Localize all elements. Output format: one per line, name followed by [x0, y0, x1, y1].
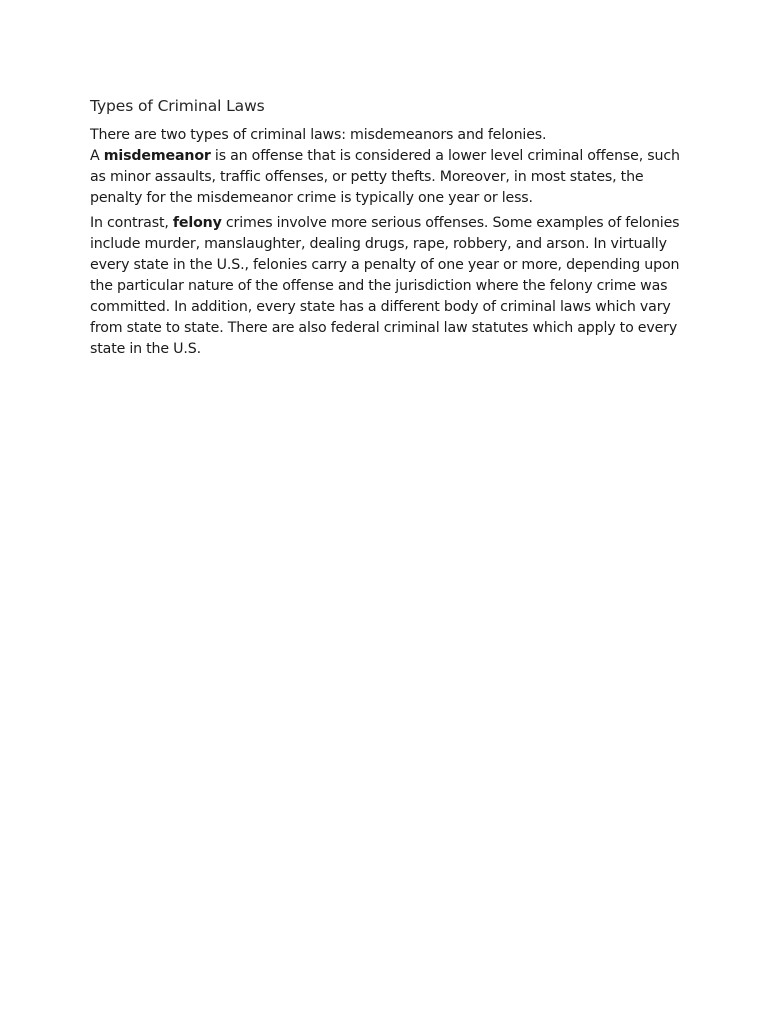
paragraph-body: crimes involve more serious offenses. Some examples of felonies include murder, manslaughter, dealing drugs, rape, robbery, and arson. In virtually every state in the U.S., felonies carry a penalty of one year or more, depending upon the particular nature of the offense and the jurisdiction where the felony crime was committed. In addition, every state has a different body of criminal laws which vary from state to state. There are also federal criminal law statutes which apply to every state in the U.S. — [90, 215, 680, 357]
document-page — [90, 95, 680, 364]
paragraph-felony — [90, 213, 680, 360]
term-felony: felony — [172, 215, 222, 231]
paragraph-prefix: In contrast, — [90, 215, 173, 231]
document-title: Types of Criminal Laws — [90, 97, 265, 115]
intro-sentence: There are two types of criminal laws: misdemeanors and felonies. — [90, 127, 547, 143]
term-misdemeanor: misdemeanor — [103, 148, 211, 164]
paragraph-misdemeanor — [90, 125, 680, 209]
paragraph-prefix: A — [90, 148, 104, 164]
paragraph-body: is an offense that is considered a lower level criminal offense, such as minor assaults, traffic offenses, or petty thefts. Moreover, in most states, the penalty for the misdemeanor crime is typically one year or less. — [90, 148, 680, 206]
